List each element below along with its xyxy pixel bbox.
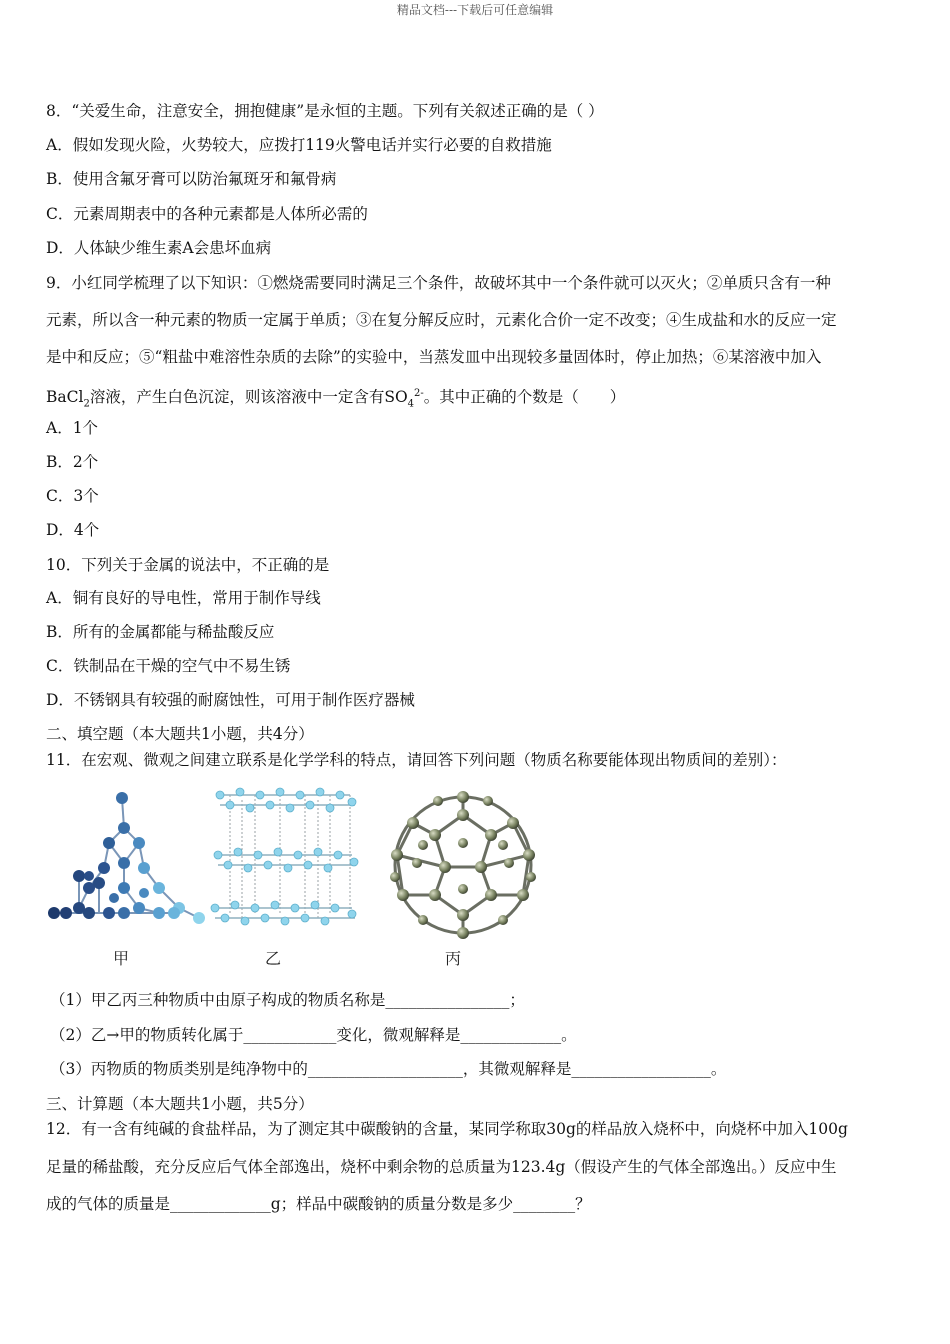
question-8-option-a: A．假如发现火险，火势较大，应拨打119火警电话并实行必要的自救措施 xyxy=(46,136,552,154)
question-9-option-b: B．2个 xyxy=(46,453,99,471)
caption-jia: 甲 xyxy=(113,949,130,968)
question-10-option-c: C．铁制品在干燥的空气中不易生锈 xyxy=(46,657,291,675)
question-9-stem-line3: 是中和反应；⑤“粗盐中难溶性杂质的去除”的实验中，当蒸发皿中出现较多量固体时，停止加热；⑥某溶液中加入 xyxy=(46,348,822,366)
formula-subscript: 2 xyxy=(83,398,90,410)
question-10-option-b: B．所有的金属都能与稀盐酸反应 xyxy=(46,623,275,641)
question-12-line3: 成的气体的质量是_____________g；样品中碳酸钠的质量分数是多少________？ xyxy=(46,1195,591,1213)
question-11-part-1: （1）甲乙丙三种物质中由原子构成的物质名称是________________； xyxy=(50,991,525,1009)
question-8-option-c: C．元素周期表中的各种元素都是人体所必需的 xyxy=(46,205,368,223)
question-11-stem: 11．在宏观、微观之间建立联系是化学学科的特点，请回答下列问题（物质名称要能体现出物质间的差别）： xyxy=(46,751,787,769)
question-9-stem-line2: 元素，所以含一种元素的物质一定属于单质；③在复分解反应时，元素化合价一定不改变；④生成盐和水的反应一定 xyxy=(46,311,837,329)
section-3-heading: 三、计算题（本大题共1小题，共5分） xyxy=(46,1095,314,1113)
question-10-stem: 10．下列关于金属的说法中，不正确的是 xyxy=(46,556,330,574)
question-9-option-d: D．4个 xyxy=(46,521,100,539)
formula-superscript: 2- xyxy=(414,388,424,399)
question-9-stem-line1: 9．小红同学梳理了以下知识：①燃烧需要同时满足三个条件，故破坏其中一个条件就可以灭火；②单质只含有一种 xyxy=(46,274,831,292)
question-10-option-a: A．铜有良好的导电性，常用于制作导线 xyxy=(46,589,321,607)
molecule-yi-image xyxy=(210,780,360,930)
question-9-option-c: C．3个 xyxy=(46,487,99,505)
question-12-line1: 12．有一含有纯碱的食盐样品，为了测定其中碳酸钠的含量，某同学称取30g的样品放入烧杯中，向烧杯中加入100g xyxy=(46,1120,848,1138)
formula-bacl: BaCl xyxy=(46,388,84,407)
text-segment: 。其中正确的个数是（ ） xyxy=(423,388,626,407)
caption-bing: 丙 xyxy=(445,949,462,968)
question-8-option-b: B．使用含氟牙膏可以防治氟斑牙和氟骨病 xyxy=(46,170,337,188)
question-11-part-3: （3）丙物质的物质类别是纯净物中的____________________，其微观解释是__________________。 xyxy=(50,1060,727,1078)
text-segment: 溶液，产生白色沉淀，则该溶液中一定含有SO xyxy=(89,388,408,407)
molecule-jia-image xyxy=(44,788,214,938)
page-header: 精品文档---下载后可任意编辑 xyxy=(396,3,554,17)
question-9-option-a: A．1个 xyxy=(46,419,99,437)
question-9-stem-line4 xyxy=(46,384,625,414)
formula-subscript: 4 xyxy=(407,398,415,410)
question-11-part-2: （2）乙→甲的物质转化属于____________变化，微观解释是_____________。 xyxy=(50,1026,577,1044)
molecule-bing-image xyxy=(383,785,543,945)
question-8-option-d: D．人体缺少维生素A会患坏血病 xyxy=(46,239,272,257)
question-12-line2: 足量的稀盐酸，充分反应后气体全部逸出，烧杯中剩余物的总质量为123.4g（假设产生的气体全部逸出。）反应中生 xyxy=(46,1158,837,1176)
section-2-heading: 二、填空题（本大题共1小题，共4分） xyxy=(46,725,314,743)
question-10-option-d: D．不锈钢具有较强的耐腐蚀性，可用于制作医疗器械 xyxy=(46,691,415,709)
caption-yi: 乙 xyxy=(265,949,282,968)
question-8-stem: 8．“关爱生命，注意安全，拥抱健康”是永恒的主题。下列有关叙述正确的是（ ） xyxy=(46,102,604,120)
